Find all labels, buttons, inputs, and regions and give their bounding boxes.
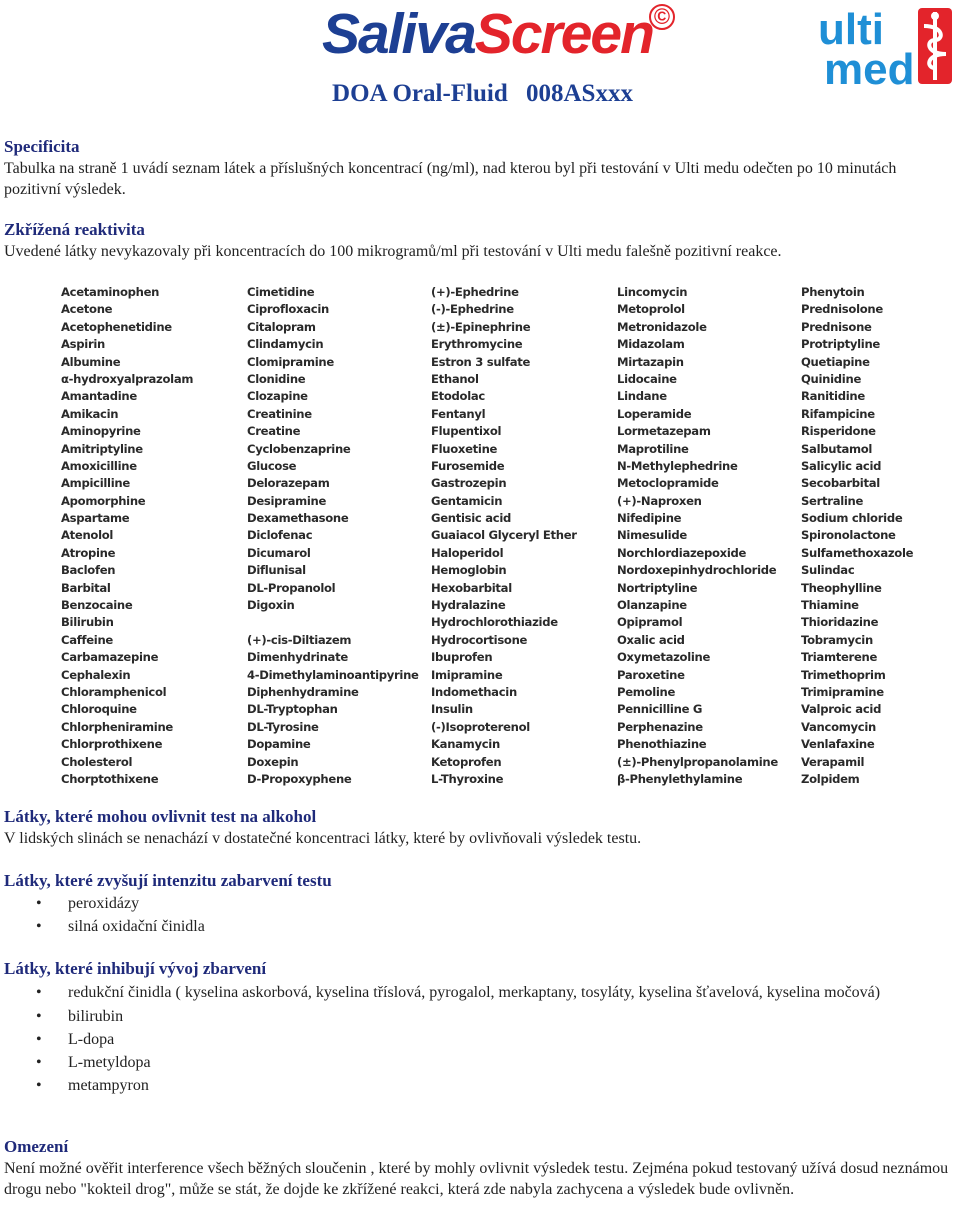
substance-item: Atropine (61, 545, 116, 560)
substance-item: Chlorpheniramine (61, 719, 173, 734)
substance-item: Oxalic acid (617, 632, 685, 647)
alcohol-text: V lidských slinách se nenachází v dostatečné koncentraci látky, které by ovlivňovali výsledek testu. (4, 830, 642, 847)
substance-item: Guaiacol Glyceryl Ether (431, 528, 577, 543)
substance-item: Prednisone (801, 319, 872, 334)
substance-item: Hydrocortisone (431, 632, 528, 647)
substance-item: Amoxicilline (61, 458, 137, 473)
substance-item: Lormetazepam (617, 424, 711, 439)
list-item: • L-dopa (4, 1028, 956, 1051)
substance-item: N-Methylephedrine (617, 458, 738, 473)
specificity-section (4, 136, 956, 200)
substance-item: Hydrochlorothiazide (431, 615, 558, 630)
substance-item: Citalopram (247, 319, 316, 334)
substance-item: Diphenhydramine (247, 684, 359, 699)
substance-item: Etodolac (431, 389, 485, 404)
inhibit-list (4, 982, 956, 1097)
substance-item: Flupentixol (431, 424, 502, 439)
substance-item: Metronidazole (617, 319, 707, 334)
substance-item: Insulin (431, 702, 473, 717)
substance-item: Perphenazine (617, 719, 703, 734)
substance-item: Dexamethasone (247, 511, 349, 526)
substance-item: Midazolam (617, 337, 685, 352)
substance-item: Aspirin (61, 337, 105, 352)
substance-item: Ciprofloxacin (247, 302, 329, 317)
substance-item: Indomethacin (431, 684, 517, 699)
substance-item: Desipramine (247, 493, 327, 508)
substance-item: (-)Isoproterenol (431, 719, 530, 734)
caduceus-icon (918, 8, 952, 84)
substance-item: Sulindac (801, 563, 855, 578)
substance-item: Prednisolone (801, 302, 883, 317)
document-title (0, 80, 960, 108)
inhibit-heading: Látky, které inhibují vývoj zbarvení (4, 959, 267, 978)
substance-item: Mirtazapin (617, 354, 684, 369)
substance-item: Caffeine (61, 632, 113, 647)
substance-item: Dimenhydrinate (247, 650, 348, 665)
title-text: DOA Oral-Fluid (332, 80, 508, 107)
substance-item: Estron 3 sulfate (431, 354, 531, 369)
list-item: • bilirubin (4, 1005, 956, 1028)
intensify-list (4, 892, 956, 938)
substance-item: Ampicilline (61, 476, 130, 491)
substance-item: Trimipramine (801, 684, 884, 699)
substance-item: Sulfamethoxazole (801, 545, 914, 560)
substance-item: Cephalexin (61, 667, 131, 682)
ultimed-logo (818, 6, 956, 86)
alcohol-section (4, 806, 956, 849)
substance-item: Cholesterol (61, 754, 133, 769)
substance-item: Sertraline (801, 493, 864, 508)
substance-item: Clozapine (247, 389, 308, 404)
substance-item: Creatine (247, 424, 301, 439)
substance-item: Erythromycine (431, 337, 523, 352)
substance-item: Sodium chloride (801, 511, 903, 526)
substance-item: Gentisic acid (431, 511, 512, 526)
substance-item: Haloperidol (431, 545, 504, 560)
substance-item: DL-Tryptophan (247, 702, 338, 717)
substance-item: Salicylic acid (801, 458, 882, 473)
substance-item: Maprotiline (617, 441, 689, 456)
substance-item: Loperamide (617, 406, 692, 421)
substance-item: Aspartame (61, 511, 130, 526)
substance-item: Ranitidine (801, 389, 865, 404)
logo-word-med: med (824, 45, 915, 86)
substance-item: Venlafaxine (801, 737, 875, 752)
substance-item: DL-Tyrosine (247, 719, 319, 734)
substance-item: Phenothiazine (617, 737, 707, 752)
substance-item: Amikacin (61, 406, 119, 421)
list-item: • metampyron (4, 1074, 956, 1097)
list-item: • redukční činidla ( kyselina askorbová, kyselina tříslová, pyrogalol, merkaptany, tosyláty, kyselina šťavelová, kyselina močová) (4, 982, 956, 1003)
substance-item: Barbital (61, 580, 111, 595)
substance-item: Acetaminophen (61, 285, 160, 299)
substance-item: Paroxetine (617, 667, 685, 682)
substance-item: Lidocaine (617, 371, 677, 386)
substance-item: Gentamicin (431, 493, 503, 508)
substance-item: Fentanyl (431, 406, 486, 421)
substance-item: Hydralazine (431, 598, 506, 613)
substance-item: Amantadine (61, 389, 137, 404)
substance-item: (+)-cis-Diltiazem (247, 632, 352, 647)
substance-item: β-Phenylethylamine (617, 771, 743, 786)
substance-item: Norchlordiazepoxide (617, 545, 747, 560)
substance-item: (-)-Ephedrine (431, 302, 514, 317)
list-item: • peroxidázy (4, 892, 956, 915)
substance-item: D-Propoxyphene (247, 771, 352, 786)
substance-column-2 (247, 284, 419, 788)
limitation-heading: Omezení (4, 1137, 69, 1156)
substance-item: Rifampicine (801, 406, 875, 421)
substance-item: Thiamine (801, 598, 859, 613)
substance-item: Hexobarbital (431, 580, 512, 595)
substance-item: Pemoline (617, 684, 676, 699)
substance-item: Furosemide (431, 458, 505, 473)
substance-item: Apomorphine (61, 493, 146, 508)
list-item: • L-metyldopa (4, 1051, 956, 1074)
substance-item: Aminopyrine (61, 424, 141, 439)
substance-column-5 (801, 284, 913, 788)
substance-item: (+)-Naproxen (617, 493, 702, 508)
substance-item: Olanzapine (617, 598, 687, 613)
substance-item: Tobramycin (801, 632, 873, 647)
substance-item: Ketoprofen (431, 754, 502, 769)
substance-item: Fluoxetine (431, 441, 498, 456)
substance-item: Clindamycin (247, 337, 324, 352)
substance-column-4 (617, 284, 778, 788)
specificity-heading: Specificita (4, 137, 80, 156)
logo-text-screen: Screen (474, 2, 653, 66)
copyright-mark: © (649, 4, 675, 30)
substance-item: Carbamazepine (61, 650, 159, 665)
substance-item: Glucose (247, 458, 297, 473)
intensify-heading: Látky, které zvyšují intenzitu zabarvení testu (4, 871, 332, 890)
substance-item: Chorptothixene (61, 771, 159, 786)
substance-item: (+)-Ephedrine (431, 285, 519, 299)
salivascreen-logo (322, 2, 671, 66)
substance-item: Diclofenac (247, 528, 313, 543)
substance-item: 4-Dimethylaminoantipyrine (247, 667, 419, 682)
specificity-text: Tabulka na straně 1 uvádí seznam látek a příslušných koncentrací (ng/ml), nad kterou byl při testování v Ulti medu odečten po 10 minutách pozitivní výsledek. (4, 160, 897, 198)
substance-item: Dicumarol (247, 545, 311, 560)
substance-item: (±)-Epinephrine (431, 319, 531, 334)
substance-item: Quetiapine (801, 354, 870, 369)
substance-item: Opipramol (617, 615, 683, 630)
substance-item: Ethanol (431, 371, 479, 386)
substance-item: Nimesulide (617, 528, 687, 543)
substance-item: Lindane (617, 389, 667, 404)
alcohol-heading: Látky, které mohou ovlivnit test na alkohol (4, 807, 317, 826)
substance-item: Verapamil (801, 754, 865, 769)
substance-item: Zolpidem (801, 771, 860, 786)
substance-item: Metoprolol (617, 302, 685, 317)
substance-item: Kanamycin (431, 737, 500, 752)
substance-item: Chloramphenicol (61, 684, 167, 699)
substance-item: Amitriptyline (61, 441, 143, 456)
limitation-text: Není možné ověřit interference všech běžných sloučenin , které by mohly ovlivnit výsledek testu. Zejména pokud testovaný užívá dosud neznámou drogu nebo "kokteil drog", může se stát, že dojde ke zkřížené reakci, která zde nabyla zachycena a výsledek bude ovlivněn. (4, 1160, 949, 1198)
substance-item: Nifedipine (617, 511, 682, 526)
substance-item: DL-Propanolol (247, 580, 336, 595)
substance-item: Secobarbital (801, 476, 880, 491)
intensify-section (4, 870, 956, 938)
substance-item (247, 614, 419, 631)
substance-item: Clonidine (247, 371, 306, 386)
substance-item: Cimetidine (247, 285, 315, 299)
substance-item: Hemoglobin (431, 563, 507, 578)
substance-item: L-Thyroxine (431, 771, 504, 786)
substance-item: Valproic acid (801, 702, 882, 717)
substance-item: Quinidine (801, 371, 862, 386)
substance-item: Pennicilline G (617, 702, 703, 717)
substance-item: Benzocaine (61, 598, 133, 613)
substance-item: Gastrozepin (431, 476, 507, 491)
substance-column-3 (431, 284, 577, 788)
cross-reactivity-text: Uvedené látky nevykazovaly při koncentracích do 100 mikrogramů/ml při testování v Ulti medu falešně pozitivní reakce. (4, 243, 782, 260)
substance-item: Creatinine (247, 406, 312, 421)
substance-item: Acetone (61, 302, 113, 317)
substance-item: Delorazepam (247, 476, 330, 491)
substance-item: Protriptyline (801, 337, 880, 352)
substance-item: Albumine (61, 354, 121, 369)
substance-item: (±)-Phenylpropanolamine (617, 754, 778, 769)
substance-item: Bilirubin (61, 615, 114, 630)
product-code: 008ASxxx (526, 80, 633, 107)
substance-item: Clomipramine (247, 354, 334, 369)
substance-item: Trimethoprim (801, 667, 886, 682)
substance-item: Imipramine (431, 667, 503, 682)
substance-item: Oxymetazoline (617, 650, 711, 665)
cross-reactivity-section (4, 219, 956, 262)
substance-item: Diflunisal (247, 563, 306, 578)
substance-item: Theophylline (801, 580, 882, 595)
substance-item: Atenolol (61, 528, 114, 543)
substance-item: Risperidone (801, 424, 876, 439)
substance-column-1 (61, 284, 193, 788)
substance-item: Cyclobenzaprine (247, 441, 351, 456)
substance-item: Digoxin (247, 598, 295, 613)
substance-item: Salbutamol (801, 441, 873, 456)
list-item: • silná oxidační činidla (4, 915, 956, 938)
substance-item: Triamterene (801, 650, 878, 665)
substance-item: Phenytoin (801, 285, 865, 299)
substance-item: Lincomycin (617, 285, 688, 299)
substance-item: Dopamine (247, 737, 311, 752)
substance-item: Baclofen (61, 563, 116, 578)
logo-word-ulti: ulti (818, 6, 884, 54)
limitation-section (4, 1136, 956, 1200)
substance-item: Nortriptyline (617, 580, 698, 595)
inhibit-section (4, 958, 956, 1097)
substance-item: Vancomycin (801, 719, 876, 734)
cross-reactivity-heading: Zkřížená reaktivita (4, 220, 145, 239)
substance-item: Thioridazine (801, 615, 879, 630)
substance-item: Nordoxepinhydrochloride (617, 563, 777, 578)
substance-item: α-hydroxyalprazolam (61, 371, 194, 386)
substance-item: Ibuprofen (431, 650, 493, 665)
logo-text-saliva: Saliva (322, 2, 475, 66)
substance-item: Chloroquine (61, 702, 137, 717)
substance-item: Spironolactone (801, 528, 896, 543)
substance-item: Metoclopramide (617, 476, 719, 491)
substance-item: Doxepin (247, 754, 299, 769)
substance-item: Chlorprothixene (61, 737, 163, 752)
substance-item: Acetophenetidine (61, 319, 172, 334)
